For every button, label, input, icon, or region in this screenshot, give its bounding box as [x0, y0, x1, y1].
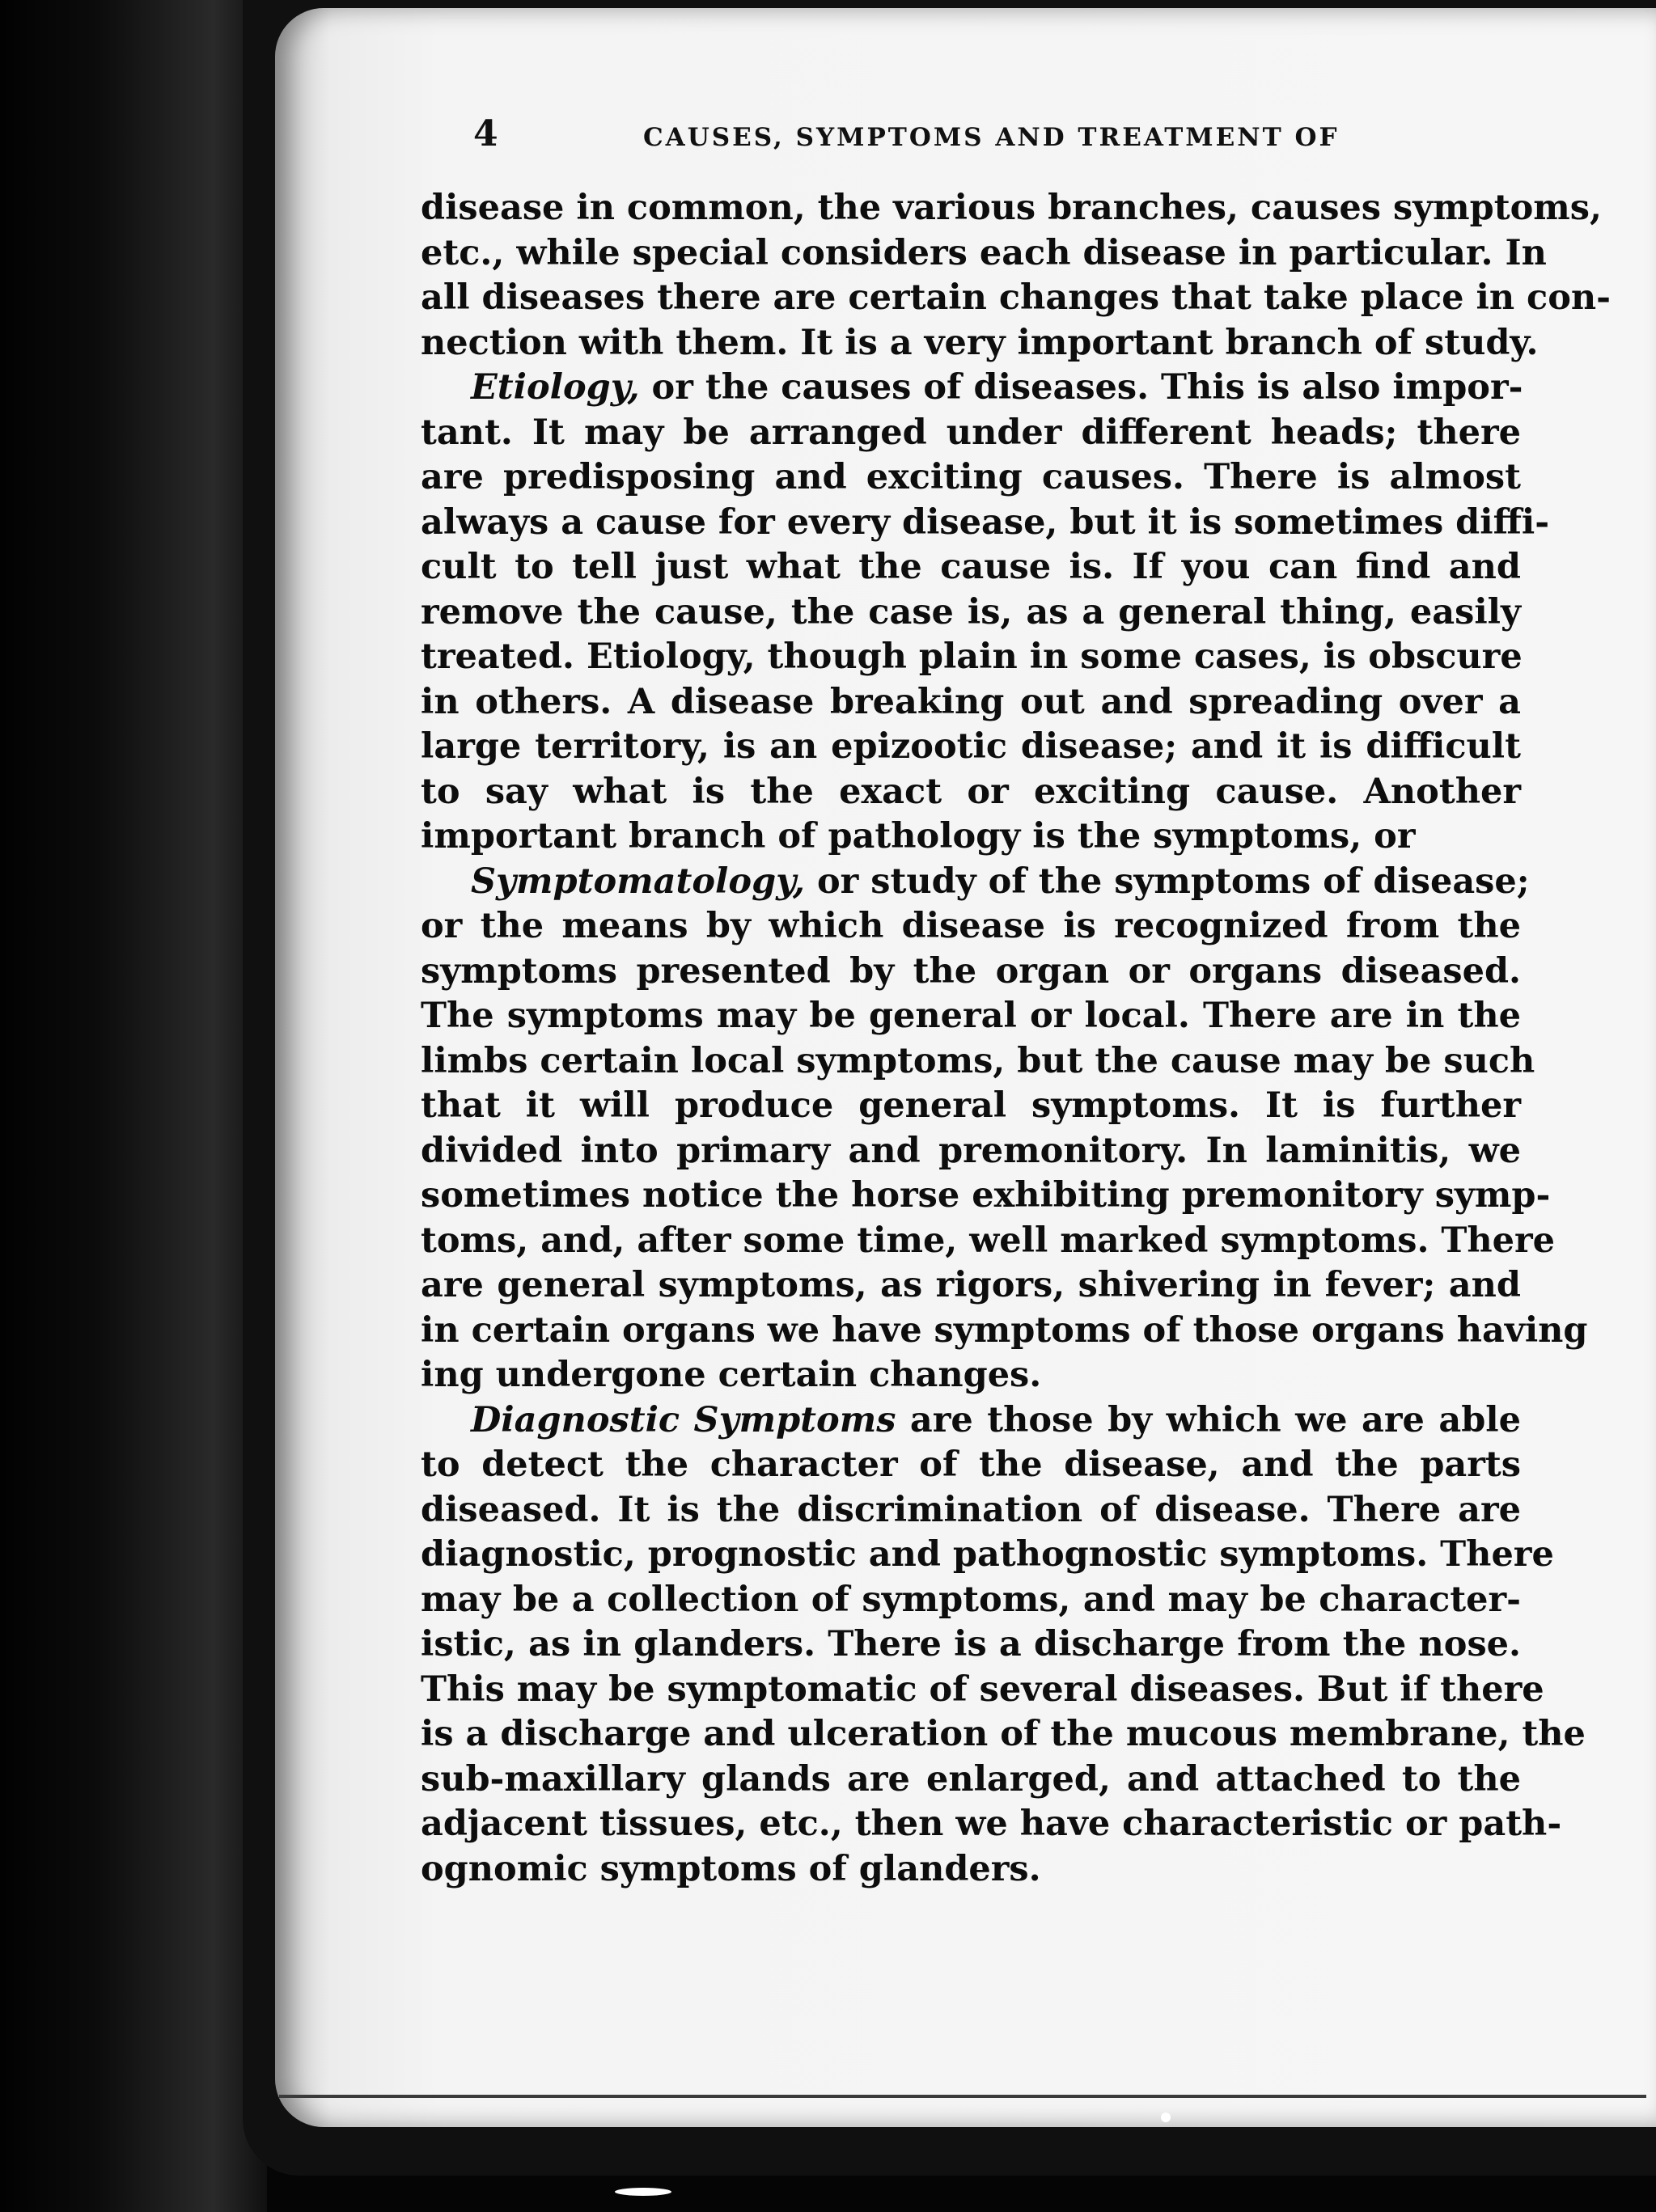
page-bottom-edge	[279, 2095, 1646, 2098]
body-text	[421, 186, 1612, 1892]
text-line: divided into primary and premonitory. In laminitis, we	[421, 1130, 1521, 1171]
text-line: limbs certain local symptoms, but the cause may be such	[421, 1040, 1535, 1081]
text-line-rest: or study of the symptoms of disease;	[804, 861, 1530, 902]
paragraph-etiology	[421, 366, 1550, 860]
text-line: nection with them. It is a very important branch of study.	[421, 322, 1539, 363]
text-line: are predisposing and exciting causes. There is almost	[421, 457, 1521, 497]
text-line: is a discharge and ulceration of the mucous membrane, the	[421, 1714, 1586, 1754]
page-number: 4	[473, 113, 498, 154]
text-line: symptoms presented by the organ or organs diseased.	[421, 950, 1521, 992]
text-line: sub-maxillary glands are enlarged, and attached to the	[421, 1758, 1521, 1800]
text-line: ing undergone certain changes.	[421, 1355, 1042, 1395]
text-line: diseased. It is the discrimination of disease. There are	[421, 1489, 1521, 1530]
text-line: in others. A disease breaking out and spreading over a	[421, 681, 1521, 722]
scan-speck	[1161, 2113, 1171, 2122]
text-line: always a cause for every disease, but it is sometimes diffi-	[421, 501, 1550, 543]
text-line: or the means by which disease is recognized from the	[421, 906, 1521, 946]
text-line: treated. Etiology, though plain in some cases, is obscure	[421, 637, 1523, 677]
text-line	[421, 860, 1530, 905]
text-line: cult to tell just what the cause is. If you can find and	[421, 547, 1521, 587]
text-line	[421, 366, 1521, 411]
term-etiology: Etiology,	[471, 367, 640, 408]
text-line: important branch of pathology is the symptoms, or	[421, 816, 1416, 856]
term-diagnostic-symptoms: Diagnostic Symptoms	[471, 1399, 896, 1440]
text-line: ognomic symptoms of glanders.	[421, 1848, 1041, 1889]
text-line: are general symptoms, as rigors, shivering in fever; and	[421, 1265, 1521, 1305]
running-head: CAUSES, SYMPTOMS AND TREATMENT OF	[643, 123, 1340, 152]
text-line: This may be symptomatic of several diseases. But if there	[421, 1669, 1544, 1710]
text-line: etc., while special considers each disease in particular. In	[421, 232, 1547, 273]
text-line-rest: or the causes of diseases. This is also impor-	[639, 367, 1523, 408]
text-line: tant. It may be arranged under different heads; there	[421, 412, 1521, 453]
text-line: large territory, is an epizootic disease; and it is difficult	[421, 726, 1521, 767]
text-line: to say what is the exact or exciting cause. Another	[421, 771, 1521, 812]
text-line: sometimes notice the horse exhibiting premonitory symp-	[421, 1175, 1551, 1216]
page-header	[473, 113, 1363, 170]
text-line: remove the cause, the case is, as a general thing, easily	[421, 591, 1521, 632]
text-line: that it will produce general symptoms. It is further	[421, 1085, 1521, 1126]
book-gutter-shadow	[0, 0, 267, 2212]
text-line-rest: are those by which we are able	[896, 1399, 1521, 1440]
text-line: istic, as in glanders. There is a discharge from the nose.	[421, 1624, 1521, 1664]
text-line: toms, and, after some time, well marked symptoms. There	[421, 1220, 1556, 1261]
text-line: adjacent tissues, etc., then we have characteristic or path-	[421, 1804, 1562, 1844]
paragraph-1	[421, 186, 1612, 366]
paragraph-diagnostic-symptoms	[421, 1398, 1586, 1893]
paragraph-symptomatology	[421, 860, 1588, 1398]
text-line: to detect the character of the disease, and the parts	[421, 1444, 1521, 1485]
text-line: disease in common, the various branches, causes symptoms,	[421, 188, 1602, 228]
text-line: all diseases there are certain changes that take place in con-	[421, 277, 1612, 318]
scan-speck	[615, 2188, 671, 2196]
text-line	[421, 1398, 1521, 1444]
text-line: in certain organs we have symptoms of those organs having	[421, 1309, 1588, 1351]
term-symptomatology: Symptomatology,	[471, 861, 805, 902]
text-line: diagnostic, prognostic and pathognostic symptoms. There	[421, 1534, 1554, 1575]
text-line: may be a collection of symptoms, and may be character-	[421, 1579, 1521, 1620]
text-line: The symptoms may be general or local. There are in the	[421, 996, 1521, 1036]
